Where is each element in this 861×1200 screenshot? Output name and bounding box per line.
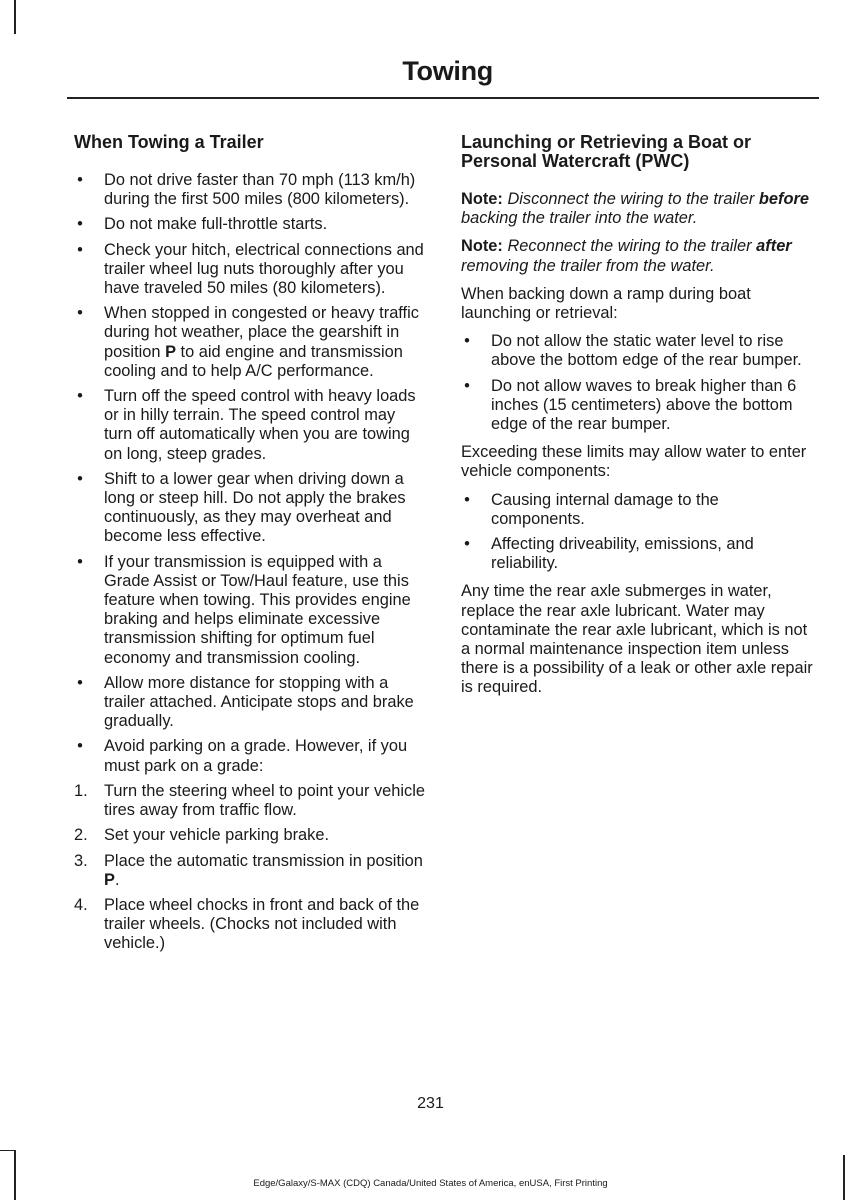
list-item-text: When stopped in congested or heavy traffic during hot weather, place the gearshift in position P to aid engine and transmission cooling and to help A/C performance. bbox=[104, 304, 419, 380]
list-item bbox=[461, 332, 817, 370]
step-number: 4. bbox=[74, 895, 88, 914]
bullet-icon: • bbox=[464, 535, 470, 554]
list-item-text: Allow more distance for stopping with a trailer attached. Anticipate stops and brake gradually. bbox=[104, 673, 414, 731]
list-item-text: Do not allow waves to break higher than 6 inches (15 centimeters) above the bottom edge of the rear bumper. bbox=[491, 376, 797, 434]
bullet-list bbox=[74, 171, 428, 776]
note bbox=[461, 190, 817, 228]
list-item-text: Check your hitch, electrical connections and trailer wheel lug nuts thoroughly after you have traveled 50 miles (80 kilometers). bbox=[104, 240, 424, 298]
bullet-icon: • bbox=[464, 376, 470, 395]
list-item bbox=[461, 491, 817, 529]
list-item bbox=[74, 171, 428, 209]
footer-text: Edge/Galaxy/S-MAX (CDQ) Canada/United States of America, enUSA, First Printing bbox=[253, 1178, 608, 1189]
list-item-text: Turn off the speed control with heavy loads or in hilly terrain. The speed control may turn off automatically when you are towing on long, steep grades. bbox=[104, 387, 416, 463]
list-item bbox=[74, 674, 428, 732]
list-item bbox=[74, 241, 428, 299]
bullet-icon: • bbox=[464, 490, 470, 509]
gear-position: P bbox=[104, 870, 115, 889]
step-text: Turn the steering wheel to point your vehicle tires away from traffic flow. bbox=[104, 781, 426, 820]
page-number: 231 bbox=[417, 1095, 444, 1112]
list-item-text: Do not make full-throttle starts. bbox=[104, 215, 328, 234]
list-item-text: Shift to a lower gear when driving down a long or steep hill. Do not apply the brakes continuously, as they may overheat and become less effective. bbox=[104, 469, 406, 546]
numbered-step bbox=[74, 826, 428, 845]
list-item-text: Avoid parking on a grade. However, if you must park on a grade: bbox=[104, 737, 408, 775]
header-rule bbox=[67, 97, 819, 99]
paragraph: When backing down a ramp during boat launching or retrieval: bbox=[461, 284, 751, 323]
bullet-icon: • bbox=[77, 737, 83, 756]
crop-mark bbox=[14, 0, 16, 34]
bullet-list bbox=[461, 332, 817, 434]
list-item bbox=[74, 387, 428, 464]
bullet-icon: • bbox=[464, 332, 470, 351]
list-item bbox=[74, 215, 428, 234]
gear-position: P bbox=[165, 342, 176, 361]
notes bbox=[461, 190, 817, 276]
section-heading: When Towing a Trailer bbox=[74, 132, 264, 152]
list-item bbox=[74, 737, 428, 775]
paragraph: Exceeding these limits may allow water to enter vehicle components: bbox=[461, 443, 807, 481]
note-emphasis: after bbox=[756, 237, 792, 256]
list-item-text: If your transmission is equipped with a Grade Assist or Tow/Haul feature, use this feature when towing. This provides engine braking and helps eliminate excessive transmission shifting for optimum fuel economy and transmission cooling. bbox=[104, 552, 411, 667]
numbered-step bbox=[74, 782, 428, 820]
numbered-step bbox=[74, 896, 428, 954]
bullet-icon: • bbox=[77, 673, 83, 692]
list-item-text: Do not allow the static water level to rise above the bottom edge of the rear bumper. bbox=[491, 332, 802, 370]
note-emphasis: before bbox=[758, 190, 809, 208]
list-item-text: Causing internal damage to the components. bbox=[491, 490, 719, 528]
bullet-icon: • bbox=[77, 171, 83, 189]
list-item bbox=[74, 553, 428, 668]
crop-mark bbox=[0, 1150, 14, 1151]
bullet-icon: • bbox=[77, 469, 83, 488]
paragraph: Any time the rear axle submerges in water, replace the rear axle lubricant. Water may contaminate the rear axle lubricant, which is not a normal maintenance inspection item unless there is a possibility of a leak or other axle repair is required. bbox=[461, 582, 813, 697]
note bbox=[461, 237, 817, 275]
list-item bbox=[74, 470, 428, 547]
page-title: Towing bbox=[402, 56, 493, 86]
note-text: Reconnect the wiring to the trailer after removing the trailer from the water. bbox=[461, 237, 792, 275]
step-text: Place the automatic transmission in position P. bbox=[104, 851, 423, 889]
step-number: 2. bbox=[74, 826, 88, 845]
list-item bbox=[461, 377, 817, 435]
left-column bbox=[74, 133, 428, 960]
list-item bbox=[74, 304, 428, 381]
section-heading: Launching or Retrieving a Boat or Personal Watercraft (PWC) bbox=[461, 132, 752, 171]
list-item-text: Do not drive faster than 70 mph (113 km/h) during the first 500 miles (800 kilometers). bbox=[104, 171, 416, 209]
bullet-list bbox=[461, 491, 817, 574]
list-item-text: Affecting driveability, emissions, and reliability. bbox=[491, 535, 754, 573]
numbered-step bbox=[74, 852, 428, 890]
bullet-icon: • bbox=[77, 304, 83, 323]
list-item bbox=[461, 535, 817, 573]
step-text: Set your vehicle parking brake. bbox=[104, 826, 330, 845]
bullet-icon: • bbox=[77, 387, 83, 406]
step-number: 1. bbox=[74, 781, 88, 800]
note-text: Disconnect the wiring to the trailer before backing the trailer into the water. bbox=[461, 190, 809, 228]
note-label: Note: bbox=[461, 237, 508, 256]
right-column bbox=[461, 133, 817, 707]
step-number: 3. bbox=[74, 851, 88, 870]
bullet-icon: • bbox=[77, 215, 83, 234]
crop-mark bbox=[14, 1150, 16, 1200]
note-label: Note: bbox=[461, 190, 508, 208]
step-text: Place wheel chocks in front and back of the trailer wheels. (Chocks not included with vehicle.) bbox=[104, 895, 420, 953]
bullet-icon: • bbox=[77, 552, 83, 571]
bullet-icon: • bbox=[77, 240, 83, 259]
numbered-list bbox=[74, 782, 428, 954]
